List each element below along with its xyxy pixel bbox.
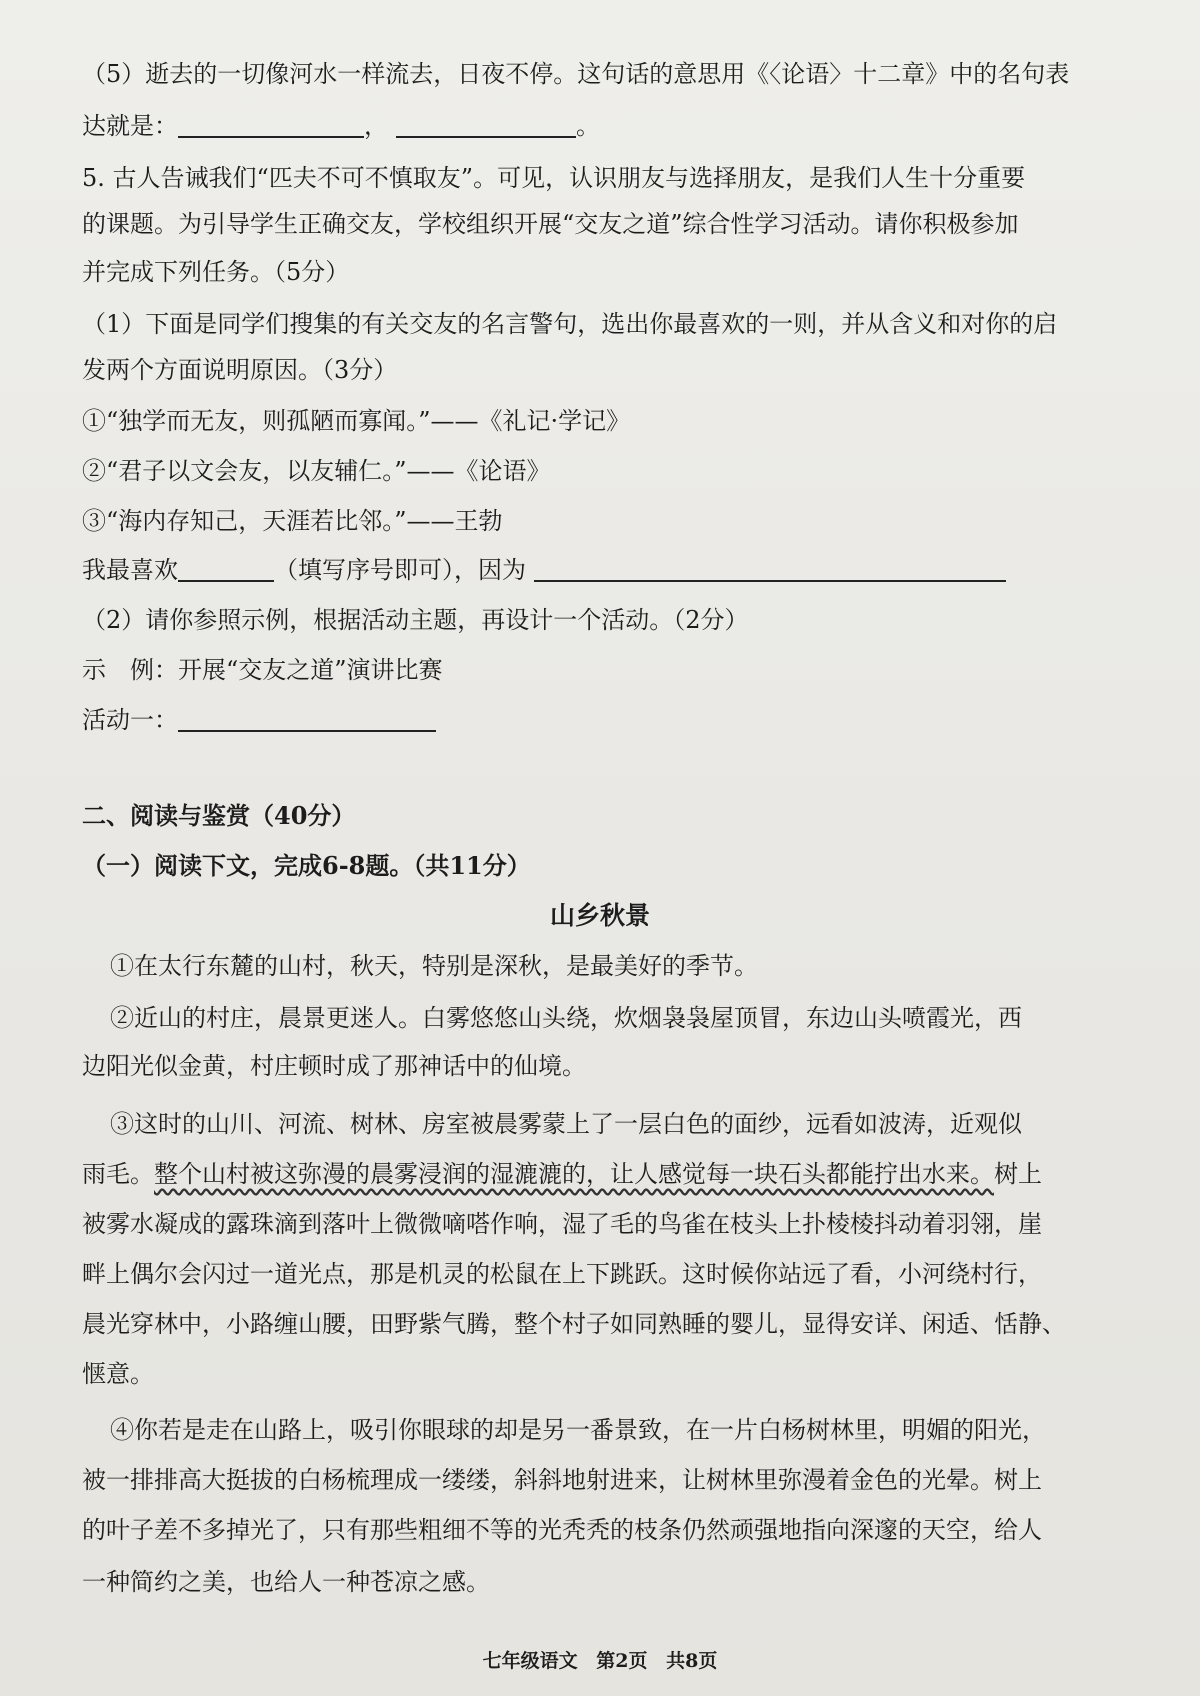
article-p4-line1: ④你若是走在山路上，吸引你眼球的却是另一番景致，在一片白杨树林里，明媚的阳光，: [110, 1416, 1046, 1444]
q5-intro-line1: 5. 古人告诫我们“匹夫不可不慎取友”。可见，认识朋友与选择朋友，是我们人生十分重要: [82, 164, 1026, 192]
activity-prefix: 活动一：: [82, 706, 178, 734]
section-heading: 二、阅读与鉴赏（40分）: [82, 801, 356, 830]
article-p3-line3: 被雾水凝成的露珠滴到落叶上微微嘀嗒作响，湿了毛的鸟雀在枝头上扑棱棱抖动着羽翎，崖: [82, 1210, 1042, 1238]
article-p4-line3: 的叶子差不多掉光了，只有那些粗细不等的光秃秃的枝条仍然顽强地指向深邃的天空，给人: [82, 1516, 1042, 1544]
q4-5-line2: [82, 110, 600, 142]
q4-5-period: 。: [576, 112, 600, 140]
footer-total-pages: 共8页: [666, 1650, 718, 1672]
q4-5-prefix: 达就是：: [82, 112, 178, 140]
p3-line2-start: 雨毛。: [82, 1160, 154, 1188]
footer-page-number: 第2页: [596, 1650, 648, 1672]
q5-sub2: （2）请你参照示例，根据活动主题，再设计一个活动。（2分）: [82, 606, 749, 634]
p3-line2-end: 树上: [994, 1160, 1042, 1188]
q4-5-blank-2[interactable]: [396, 114, 576, 138]
page-footer: [0, 1646, 1200, 1673]
activity-example: 示 例：开展“交友之道”演讲比赛: [82, 656, 443, 684]
favorite-prefix: 我最喜欢: [82, 556, 178, 584]
article-p3-line4: 畔上偶尔会闪过一道光点，那是机灵的松鼠在上下跳跃。这时候你站远了看，小河绕村行，: [82, 1260, 1042, 1288]
article-p2-line1: ②近山的村庄，晨景更迷人。白雾悠悠山头绕，炊烟袅袅屋顶冒，东边山头喷霞光，西: [110, 1004, 1022, 1032]
article-p3-line2: [82, 1158, 1042, 1190]
article-p4-line4: 一种简约之美，也给人一种苍凉之感。: [82, 1568, 490, 1596]
q4-5-line1: （5）逝去的一切像河水一样流去，日夜不停。这句话的意思用《〈论语〉十二章》中的名句表: [82, 60, 1070, 88]
activity-answer-line: [82, 704, 436, 736]
article-p1: ①在太行东麓的山村，秋天，特别是深秋，是最美好的季节。: [110, 952, 758, 980]
favorite-mid: （填写序号即可），因为: [274, 556, 526, 584]
favorite-number-blank[interactable]: [178, 558, 274, 582]
article-p3-line6: 惬意。: [82, 1360, 154, 1388]
reading-part-heading: （一）阅读下文，完成6-8题。（共11分）: [82, 851, 531, 880]
q5-intro-line3: 并完成下列任务。（5分）: [82, 258, 350, 286]
article-p4-line2: 被一排排高大挺拔的白杨梳理成一缕缕，斜斜地射进来，让树林里弥漫着金色的光晕。树上: [82, 1466, 1042, 1494]
underlined-sentence: 整个山村被这弥漫的晨雾浸润的湿漉漉的，让人感觉每一块石头都能拧出水来。: [154, 1160, 994, 1188]
footer-subject: 七年级语文: [482, 1650, 578, 1672]
q5-sub1-line1: （1）下面是同学们搜集的有关交友的名言警句，选出你最喜欢的一则，并从含义和对你的启: [82, 310, 1058, 338]
quote-3: ③“海内存知己，天涯若比邻。”——王勃: [82, 507, 503, 535]
q5-intro-line2: 的课题。为引导学生正确交友，学校组织开展“交友之道”综合性学习活动。请你积极参加: [82, 210, 1019, 238]
quote-2: ②“君子以文会友，以友辅仁。”——《论语》: [82, 457, 551, 485]
favorite-reason-blank[interactable]: [534, 558, 1006, 582]
favorite-answer-line: [82, 554, 1006, 586]
article-p2-line2: 边阳光似金黄，村庄顿时成了那神话中的仙境。: [82, 1052, 586, 1080]
article-p3-line5: 晨光穿林中，小路缠山腰，田野紫气腾，整个村子如同熟睡的婴儿，显得安详、闲适、恬静、: [82, 1310, 1066, 1338]
activity-blank[interactable]: [178, 708, 436, 732]
q4-5-comma: ，: [364, 112, 388, 140]
article-title: 山乡秋景: [549, 901, 650, 930]
q5-sub1-line2: 发两个方面说明原因。（3分）: [82, 356, 398, 384]
quote-1: ①“独学而无友，则孤陋而寡闻。”——《礼记·学记》: [82, 407, 631, 435]
q4-5-blank-1[interactable]: [178, 114, 364, 138]
article-p3-line1: ③这时的山川、河流、树林、房室被晨雾蒙上了一层白色的面纱，远看如波涛，近观似: [110, 1110, 1022, 1138]
